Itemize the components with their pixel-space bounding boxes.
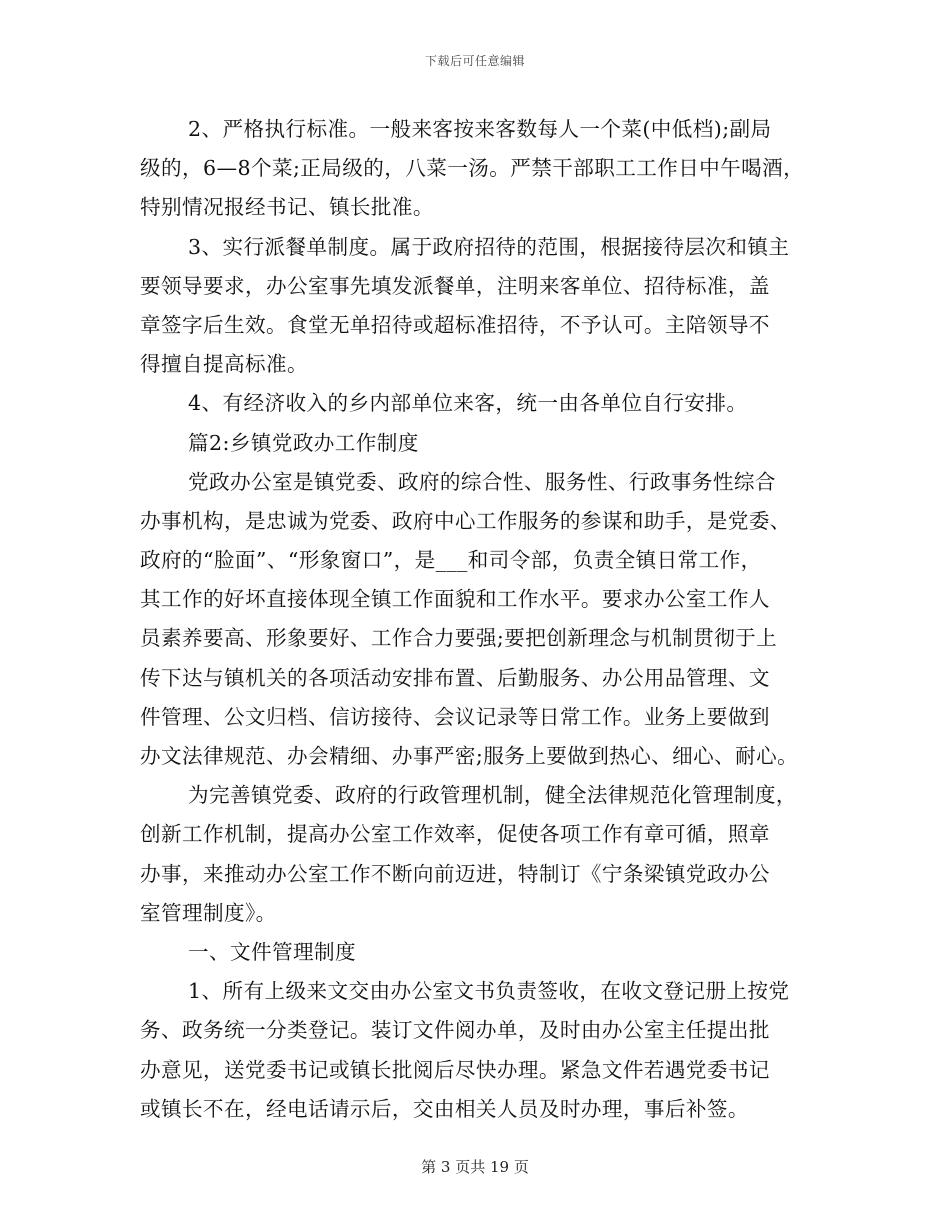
- text-line: 务、政务统一分类登记。装订文件阅办单，及时由办公室主任提出批: [140, 1018, 770, 1043]
- text-line: 2、严格执行标准。一般来客按来客数每人一个菜(中低档);副局: [188, 117, 772, 141]
- text-line: 特别情况报经书记、镇长批准。: [140, 195, 434, 220]
- text-line: 章签字后生效。食堂无单招待或超标准招待，不予认可。主陪领导不: [140, 312, 770, 337]
- page-number: 第 3 页共 19 页: [421, 1158, 529, 1176]
- text-line: 党政办公室是镇党委、政府的综合性、服务性、行政事务性综合: [188, 469, 776, 494]
- text-line: 得擅自提高标准。: [140, 352, 308, 377]
- text-line: 员素养要高、形象要好、工作合力要强;要把创新理念与机制贯彻于上: [140, 626, 778, 651]
- text-line: 办事，来推动办公室工作不断向前迈进，特制订《宁条梁镇党政办公: [140, 861, 770, 886]
- text-line: 或镇长不在，经电话请示后，交由相关人员及时办理，事后补签。: [140, 1096, 749, 1121]
- text-line: 传下达与镇机关的各项活动安排布置、后勤服务、办公用品管理、文: [140, 665, 770, 690]
- text-line: 办事机构，是忠诚为党委、政府中心工作服务的参谋和助手，是党委、: [140, 508, 791, 533]
- text-line: 办文法律规范、办会精细、办事严密;服务上要做到热心、细心、耐心。: [140, 744, 799, 768]
- text-line: 3、实行派餐单制度。属于政府招待的范围，根据接待层次和镇主: [188, 234, 790, 259]
- text-line: 级的，6—8个菜;正局级的，八菜一汤。严禁干部职工工作日中午喝酒，: [140, 156, 805, 181]
- text-line: 室管理制度》。: [140, 900, 277, 925]
- text-line: 4、有经济收入的乡内部单位来客，统一由各单位自行安排。: [188, 391, 748, 416]
- text-line: 为完善镇党委、政府的行政管理机制，健全法律规范化管理制度，: [188, 783, 797, 808]
- text-line: 一、文件管理制度: [188, 939, 356, 964]
- text-line: 其工作的好坏直接体现全镇工作面貌和工作水平。要求办公室工作人: [140, 587, 770, 612]
- text-line: 篇2:乡镇党政办工作制度: [188, 430, 419, 455]
- text-line: 件管理、公文归档、信访接待、会议记录等日常工作。业务上要做到: [140, 704, 770, 729]
- text-line: 创新工作机制，提高办公室工作效率，促使各项工作有章可循，照章: [140, 822, 770, 847]
- text-line: 要领导要求，办公室事先填发派餐单，注明来客单位、招待标准，盖: [140, 273, 770, 298]
- page-header: 下载后可任意编辑: [424, 54, 525, 68]
- text-line: 办意见，送党委书记或镇长批阅后尽快办理。紧急文件若遇党委书记: [140, 1057, 770, 1082]
- text-line: 政府的“脸面”、“形象窗口”，是___和司令部，负责全镇日常工作，: [140, 548, 762, 573]
- document-body: [140, 110, 830, 1129]
- text-line: 1、所有上级来文交由办公室文书负责签收，在收文登记册上按党: [188, 979, 790, 1004]
